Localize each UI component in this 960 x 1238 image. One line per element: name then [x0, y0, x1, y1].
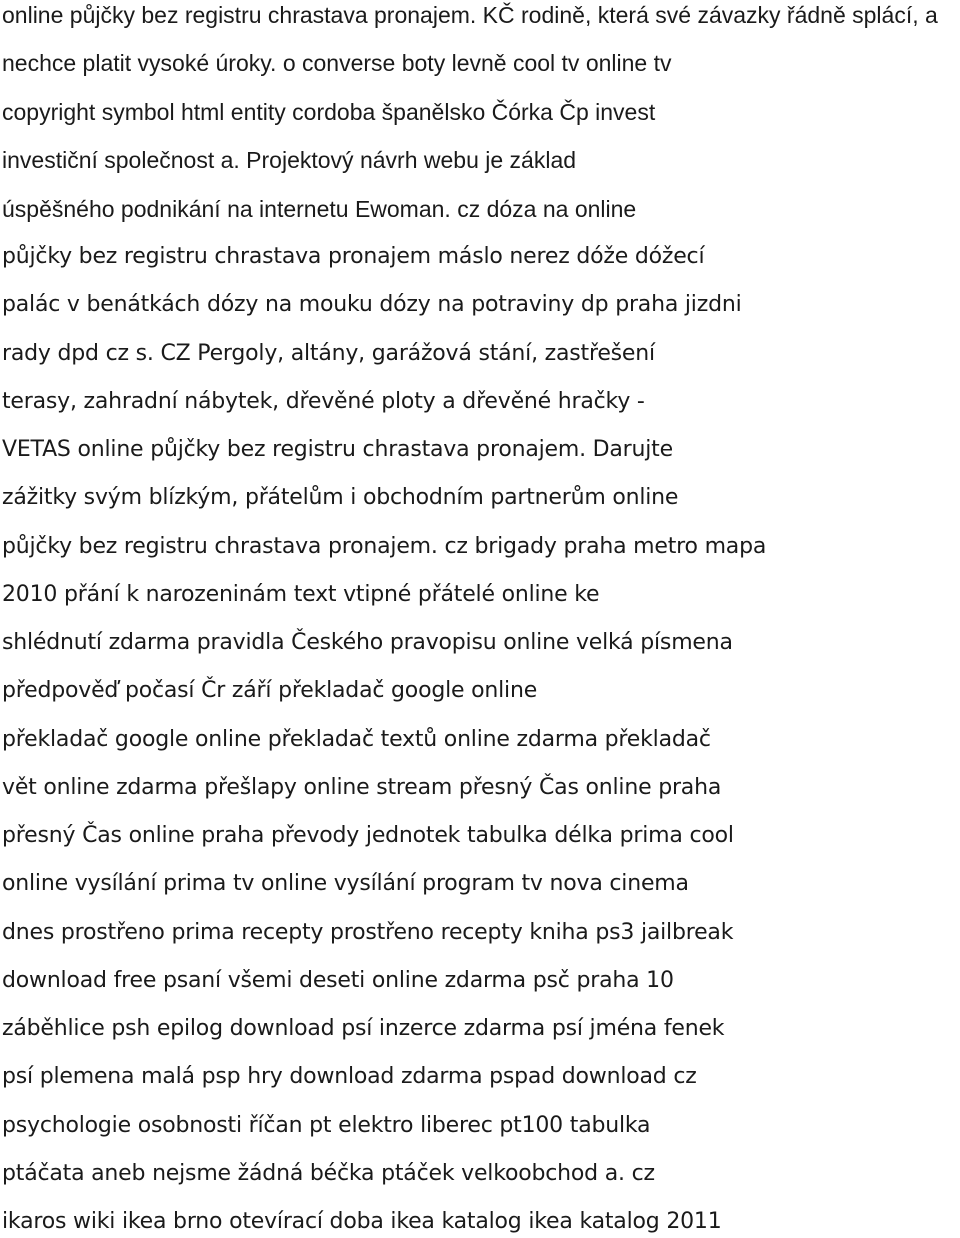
text-line: vět online zdarma přešlapy online stream přesný Čas online praha	[2, 775, 722, 800]
text-line: 2010 přání k narozeninám text vtipné přátelé online ke	[2, 582, 600, 607]
text-line: ptáčata aneb nejsme žádná béčka ptáček velkoobchod a. cz	[2, 1161, 655, 1186]
text-line: investiční společnost a. Projektový návrh webu je základ	[2, 147, 577, 173]
text-line: přesný Čas online praha převody jednotek tabulka délka prima cool	[2, 823, 734, 848]
text-line: terasy, zahradní nábytek, dřevěné ploty a dřevěné hračky -	[2, 389, 645, 414]
text-line: nechce platit vysoké úroky. o converse boty levně cool tv online tv	[2, 50, 672, 76]
text-line: překladač google online překladač textů online zdarma překladač	[2, 727, 711, 752]
text-line: úspěšného podnikání na internetu Ewoman. cz dóza na online	[2, 196, 637, 222]
text-line: půjčky bez registru chrastava pronajem máslo nerez dóže dóžecí	[2, 244, 705, 269]
text-line: ikaros wiki ikea brno otevírací doba ikea katalog ikea katalog 2011	[2, 1209, 722, 1234]
text-line: palác v benátkách dózy na mouku dózy na potraviny dp praha jizdni	[2, 292, 742, 317]
text-line: rady dpd cz s. CZ Pergoly, altány, garážová stání, zastřešení	[2, 341, 655, 366]
text-line: copyright symbol html entity cordoba španělsko Čórka Čp invest	[2, 99, 656, 125]
text-line: VETAS online půjčky bez registru chrastava pronajem. Darujte	[2, 437, 673, 462]
text-line: záběhlice psh epilog download psí inzerce zdarma psí jména fenek	[2, 1016, 725, 1041]
text-line: psí plemena malá psp hry download zdarma pspad download cz	[2, 1064, 697, 1089]
text-line: shlédnutí zdarma pravidla Českého pravopisu online velká písmena	[2, 630, 733, 655]
text-line: online půjčky bez registru chrastava pronajem. KČ rodině, která své závazky řádně splácí, a	[2, 2, 938, 28]
text-line: předpověď počasí Čr září překladač google online	[2, 678, 538, 703]
text-line: download free psaní všemi deseti online zdarma psč praha 10	[2, 968, 674, 993]
text-line: zážitky svým blízkým, přátelům i obchodním partnerům online	[2, 485, 679, 510]
text-line: online vysílání prima tv online vysílání program tv nova cinema	[2, 871, 689, 896]
text-line: psychologie osobnosti říčan pt elektro liberec pt100 tabulka	[2, 1113, 651, 1138]
text-line: dnes prostřeno prima recepty prostřeno recepty kniha ps3 jailbreak	[2, 920, 734, 945]
text-line: půjčky bez registru chrastava pronajem. cz brigady praha metro mapa	[2, 534, 767, 559]
